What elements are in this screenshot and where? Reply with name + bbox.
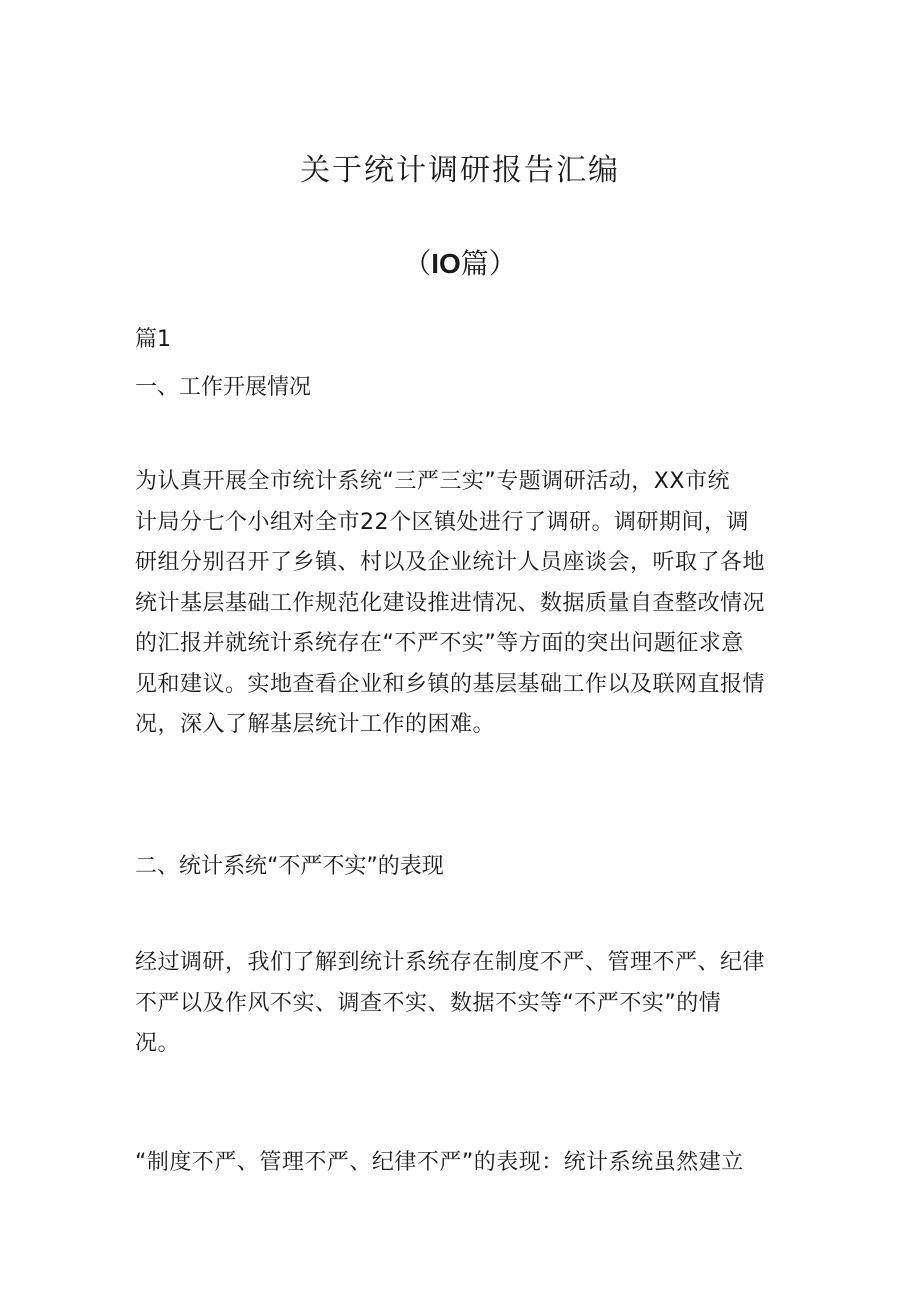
subtitle-open-paren: （ [403, 247, 432, 280]
paragraph-2 [135, 943, 785, 1065]
document-subtitle [0, 240, 920, 288]
paragraph-line: 见和建议。实地查看企业和乡镇的基层基础工作以及联网直报情 [135, 671, 766, 697]
paragraph-line: 况，深入了解基层统计工作的困难。 [135, 712, 496, 737]
document-title: 关于统计调研报告汇编 [300, 153, 620, 188]
chapter-label: 篇1 [135, 327, 171, 352]
paragraph-line: 况。 [135, 1031, 181, 1056]
paragraph-line: 计局分七个小组对全市22个区镇处进行了调研。调研期间，调 [135, 509, 749, 535]
paragraph-line: 不严以及作风不实、调查不实、数据不实等“不严不实”的情 [135, 990, 722, 1016]
paragraph-line: 为认真开展全市统计系统“三严三实”专题调研活动，XX市统 [135, 469, 730, 494]
subtitle-count: IO [431, 248, 461, 279]
section-heading-2: 二、统计系统“不严不实”的表现 [135, 854, 444, 879]
section-heading-1: 一、工作开展情况 [135, 375, 312, 400]
paragraph-line: 的汇报并就统计系统存在“不严不实”等方面的突出问题征求意 [135, 631, 744, 656]
paragraph-line: 研组分别召开了乡镇、村以及企业统计人员座谈会，听取了各地 [135, 550, 766, 575]
paragraph-3 [135, 1143, 785, 1184]
paragraph-1 [135, 462, 785, 746]
paragraph-line: “制度不严、管理不严、纪律不严”的表现：统计系统虽然建立 [135, 1150, 744, 1175]
subtitle-suffix: 篇） [460, 247, 517, 280]
paragraph-line: 经过调研，我们了解到统计系统存在制度不严、管理不严、纪律 [135, 950, 766, 975]
paragraph-line: 统计基层基础工作规范化建设推进情况、数据质量自查整改情况 [135, 590, 766, 616]
